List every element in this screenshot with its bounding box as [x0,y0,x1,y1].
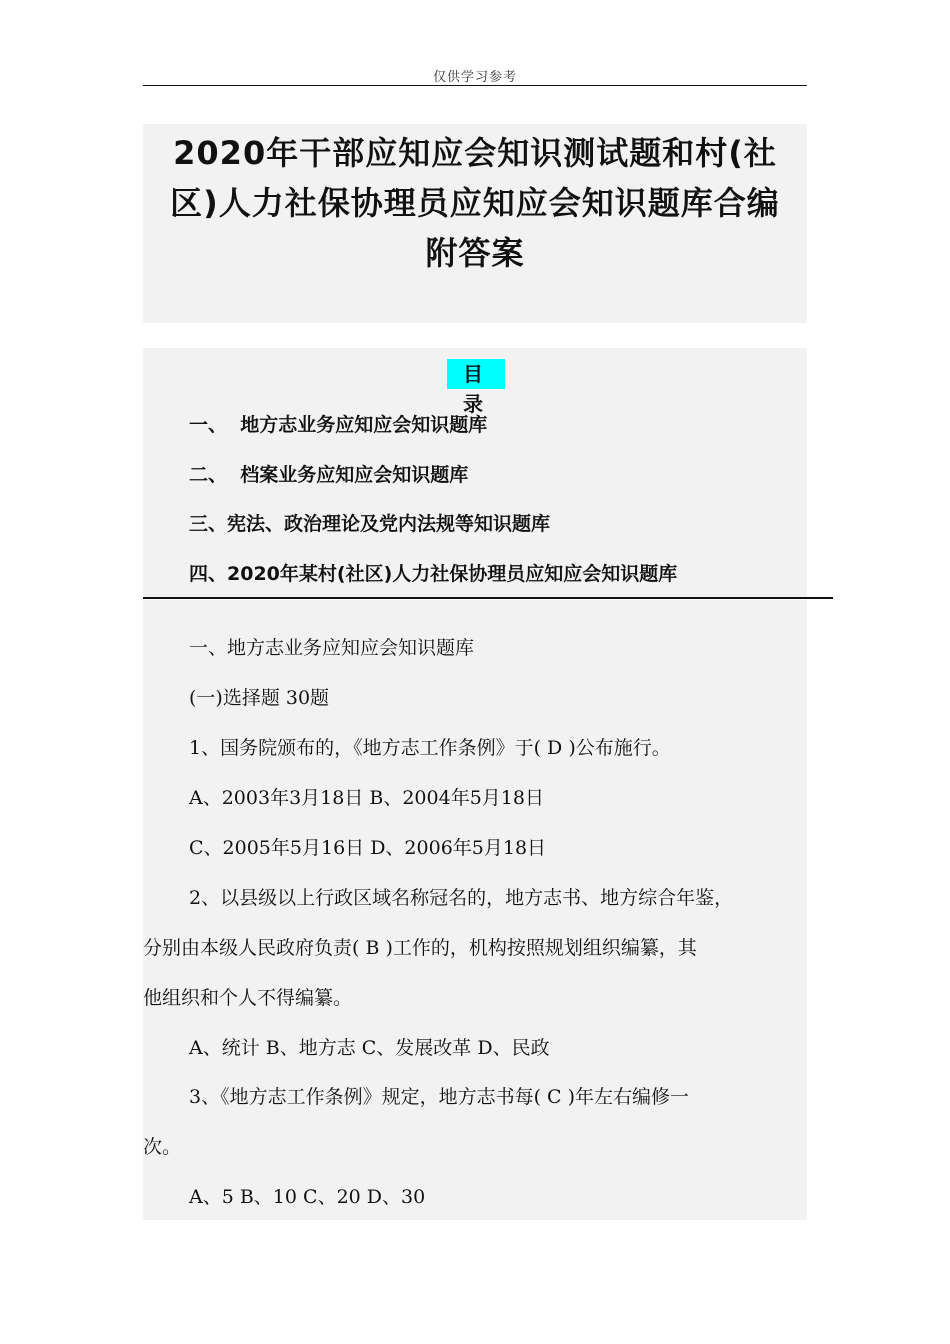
question-1-options-ab: A、2003年3月18日 B、2004年5月18日 [189,787,544,809]
toc-item-3: 三、宪法、政治理论及党内法规等知识题库 [189,513,551,535]
question-1-options-cd: C、2005年5月16日 D、2006年5月18日 [189,837,547,859]
question-2-line-2: 分别由本级人民政府负责( B )工作的，机构按照规划组织编纂，其 [143,937,697,959]
section-title: 一、地方志业务应知应会知识题库 [189,637,475,659]
page-header-text: 仅供学习参考 [432,70,517,85]
question-3-options: A、5 B、10 C、20 D、30 [189,1186,426,1208]
question-1: 1、国务院颁布的，《地方志工作条例》于( D )公布施行。 [189,737,671,759]
question-2-options: A、统计 B、地方志 C、发展改革 D、民政 [189,1037,550,1059]
title-line-3: 附答案 [425,234,525,272]
toc-item-1: 一、 地方志业务应知应会知识题库 [189,414,488,436]
toc-item-2: 二、 档案业务应知应会知识题库 [189,464,469,486]
question-3-line-2: 次。 [143,1136,182,1158]
question-2-line-3: 他组织和个人不得编纂。 [143,987,353,1009]
subsection-title: (一)选择题 30题 [189,687,330,709]
toc-heading: 目 录 [447,359,505,389]
question-3-line-1: 3、《地方志工作条例》规定，地方志书每( C )年左右编修一 [189,1086,690,1108]
toc-item-4: 四、2020年某村(社区)人力社保协理员应知应会知识题库 [189,563,678,585]
header-rule [143,85,807,86]
title-line-1: 2020年干部应知应会知识测试题和村(社 [173,134,777,172]
toc-divider [143,597,833,599]
document-title [143,128,807,278]
question-2-line-1: 2、以县级以上行政区域名称冠名的，地方志书、地方综合年鉴， [189,887,734,909]
title-line-2: 区)人力社保协理员应知应会知识题库合编 [170,184,780,222]
